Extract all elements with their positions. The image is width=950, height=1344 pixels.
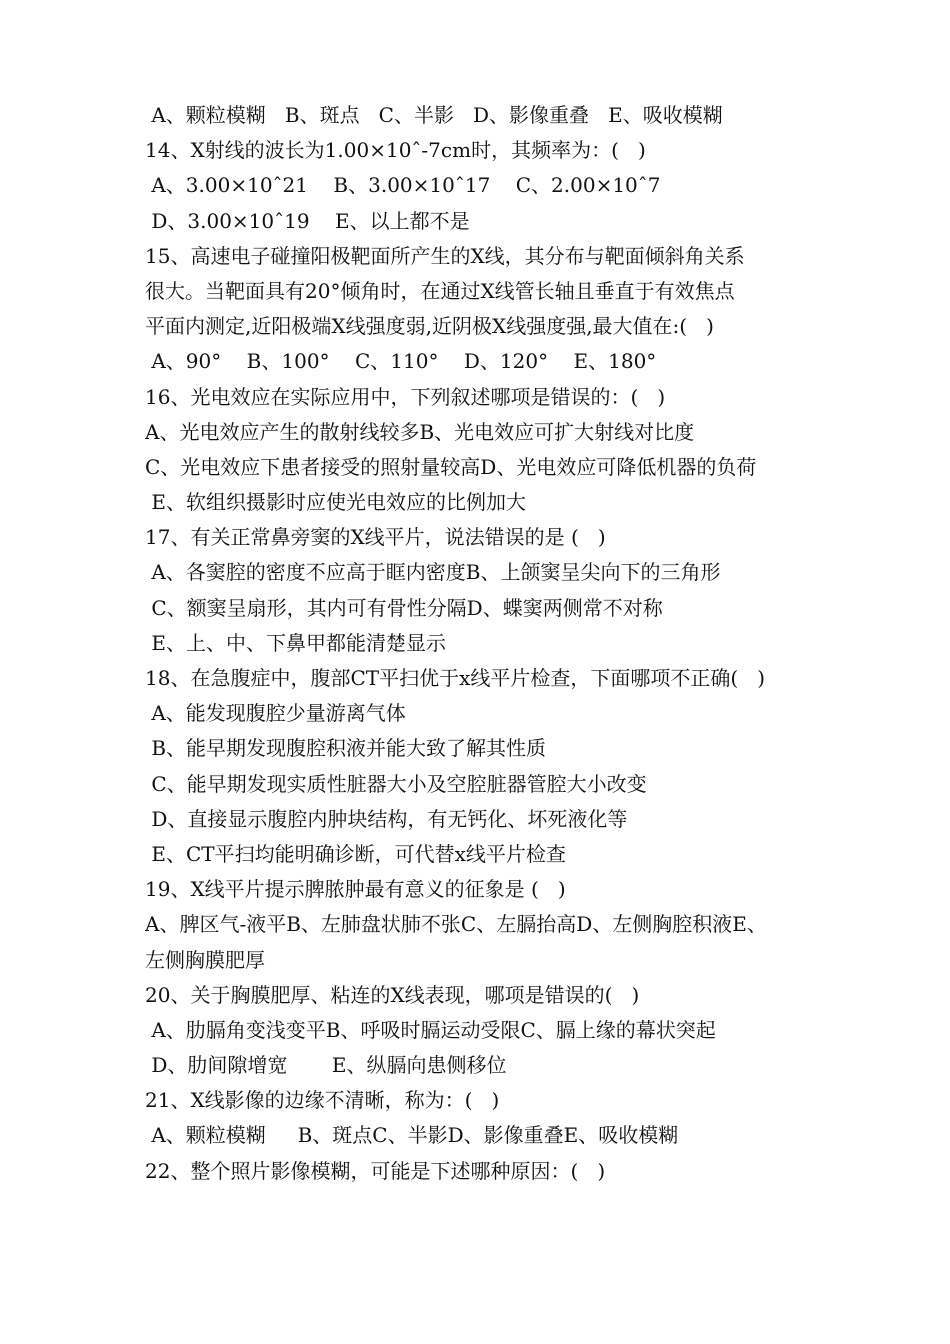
question-18-option-c: C、能早期发现实质性脏器大小及空腔脏器管腔大小改变 bbox=[145, 771, 647, 796]
question-18-option-b: B、能早期发现腹腔积液并能大致了解其性质 bbox=[145, 736, 547, 761]
question-17-options: C、额窦呈扇形，其内可有骨性分隔D、蝶窦两侧常不对称 bbox=[145, 595, 663, 620]
question-15-options: A、90° B、100° C、110° D、120° E、180° bbox=[145, 349, 657, 374]
question-17-stem: 17、有关正常鼻旁窦的X线平片，说法错误的是 ( ) bbox=[145, 525, 606, 550]
question-21-options: A、颗粒模糊 B、斑点C、半影D、影像重叠E、吸收模糊 bbox=[145, 1123, 679, 1148]
question-20-stem: 20、关于胸膜肥厚、粘连的X线表现，哪项是错误的( ) bbox=[145, 982, 640, 1007]
question-18-option-a: A、能发现腹腔少量游离气体 bbox=[145, 701, 406, 726]
question-22-stem: 22、整个照片影像模糊，可能是下述哪种原因：( ) bbox=[145, 1158, 606, 1183]
question-16-stem: 16、光电效应在实际应用中，下列叙述哪项是错误的：( ) bbox=[145, 384, 666, 409]
question-14-options: A、3.00×10ˆ21 B、3.00×10ˆ17 C、2.00×10ˆ7 bbox=[145, 173, 661, 198]
question-20-options: D、肋间隙增宽 E、纵膈向患侧移位 bbox=[145, 1053, 507, 1078]
question-16-options: A、光电效应产生的散射线较多B、光电效应可扩大射线对比度 bbox=[145, 419, 695, 444]
question-19-stem: 19、X线平片提示脾脓肿最有意义的征象是 ( ) bbox=[145, 877, 566, 902]
question-17-options: A、各窦腔的密度不应高于眶内密度B、上颌窦呈尖向下的三角形 bbox=[145, 560, 721, 585]
question-18-option-d: D、直接显示腹腔内肿块结构，有无钙化、坏死液化等 bbox=[145, 806, 628, 831]
question-text-block bbox=[145, 98, 815, 1189]
question-17-options: E、上、中、下鼻甲都能清楚显示 bbox=[145, 630, 446, 655]
question-21-stem: 21、X线影像的边缘不清晰，称为：( ) bbox=[145, 1088, 500, 1113]
question-15-stem: 15、高速电子碰撞阳极靶面所产生的X线，其分布与靶面倾斜角关系 bbox=[145, 243, 745, 268]
question-16-options: C、光电效应下患者接受的照射量较高D、光电效应可降低机器的负荷 bbox=[145, 454, 757, 479]
question-18-stem: 18、在急腹症中，腹部CT平扫优于x线平片检查，下面哪项不正确( ) bbox=[145, 666, 766, 690]
question-14-stem: 14、X射线的波长为1.00×10ˆ-7cm时，其频率为：( ) bbox=[145, 138, 646, 163]
question-20-options: A、肋膈角变浅变平B、呼吸时膈运动受限C、膈上缘的幕状突起 bbox=[145, 1017, 716, 1042]
question-14-options: D、3.00×10ˆ19 E、以上都不是 bbox=[145, 208, 470, 233]
question-16-options: E、软组织摄影时应使光电效应的比例加大 bbox=[145, 490, 526, 515]
question-19-options: A、脾区气-液平B、左肺盘状肺不张C、左膈抬高D、左侧胸腔积液E、 bbox=[145, 912, 767, 937]
question-15-stem: 很大。当靶面具有20°倾角时，在通过X线管长轴且垂直于有效焦点 bbox=[145, 278, 735, 303]
question-15-stem: 平面内测定,近阳极端X线强度弱,近阴极X线强度强,最大值在:( ) bbox=[145, 314, 714, 339]
question-19-options: 左侧胸膜肥厚 bbox=[145, 947, 265, 972]
text-line: A、颗粒模糊 B、斑点 C、半影 D、影像重叠 E、吸收模糊 bbox=[145, 103, 723, 127]
question-18-option-e: E、CT平扫均能明确诊断，可代替x线平片检查 bbox=[145, 841, 566, 866]
